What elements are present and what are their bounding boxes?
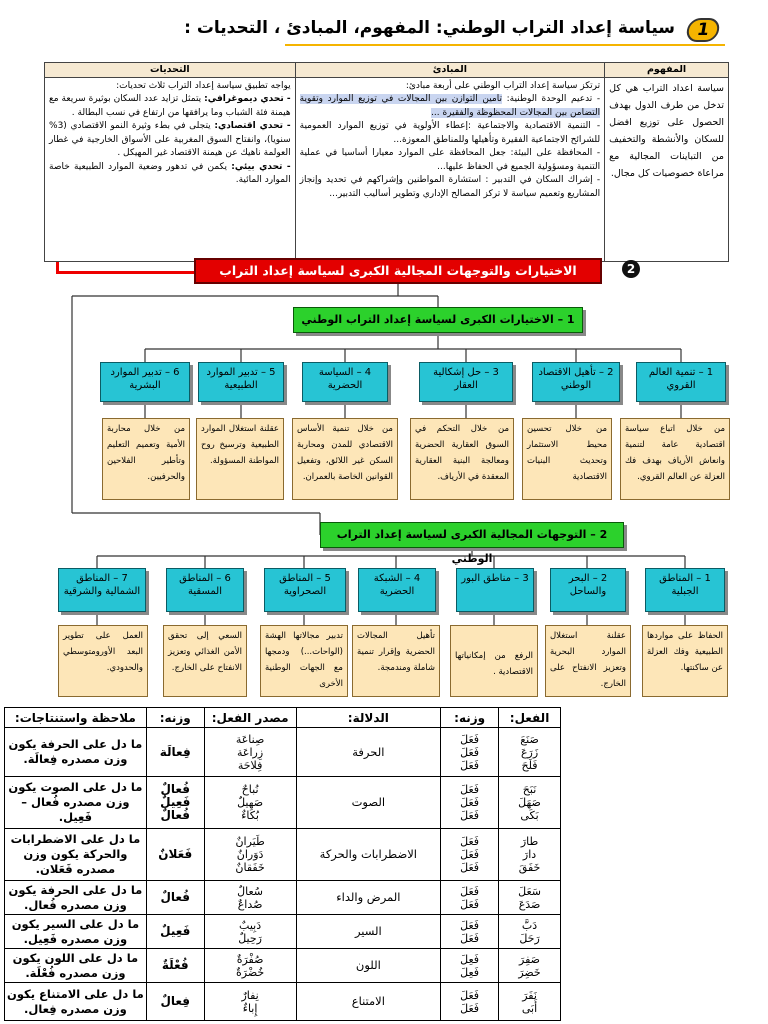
masdar-header-1: الفعل: — [499, 708, 561, 728]
masdar-cell-note: ما دل على الاضطرابات والحركة يكون وزن مصدره فَعَلان. — [5, 829, 147, 881]
masdar-cell-meaning: الصوت — [296, 777, 441, 829]
definitions-table — [44, 62, 729, 262]
choice-desc-5: عقلنة استغلال الموارد الطبيعية وترسيخ روح المواطنة المسؤولة. — [196, 418, 284, 500]
masdar-row — [5, 728, 561, 777]
principle-1-lead: - تدعيم الوحدة الوطنية: — [506, 94, 601, 104]
banner-connector-line — [56, 262, 196, 274]
principle-1-highlight: تامين التوازن بين المجالات في توزيع الموارد وتقوية التضامن بين المجالات المحظوظة والفقيرة ... — [299, 94, 601, 118]
masdar-header-6: ملاحظة واستنتاجات: — [5, 708, 147, 728]
section2-banner: الاختيارات والتوجهات المجالية الكبرى لسياسة إعداد التراب — [194, 258, 602, 284]
masdar-cell-meaning: الاضطرابات والحركة — [296, 829, 441, 881]
masdar-row — [5, 915, 561, 949]
masdar-header-5: وزنه: — [146, 708, 204, 728]
masdar-header-2: وزنه: — [441, 708, 499, 728]
choice-box-2: 2 – تأهيل الاقتصاد الوطني — [532, 362, 620, 402]
masdar-cell-weights: فَعِلَ فَعِلَ — [441, 949, 499, 983]
masdar-table-header — [5, 708, 561, 728]
challenge-2: يتجلى في بطء وثيرة النمو الاقتصادي (3% سنويا)، وانفتاح السوق المغربية على الأسواق الخارجية في غطار العولمة ناهيك عن هيمنة الاقتصاد غير المهيكل . — [49, 121, 291, 158]
orientation-box-5: 5 – المناطق الصحراوية — [264, 568, 346, 612]
masdar-cell-sources: دَبِيبٌ رَحِيلٌ — [204, 915, 296, 949]
choice-desc-1: من خلال اتباع سياسة اقتصادية عامة لتنمية وانعاش الأرياف بهدف فك العزلة عن العالم القروي. — [620, 418, 730, 500]
masdar-cell-verbs: صَفِرَ خَضِرَ — [499, 949, 561, 983]
masdar-cell-verbs: صَنَعَ زَرَعَ فَلَحَ — [499, 728, 561, 777]
masdar-row — [5, 777, 561, 829]
masdar-cell-weights: فَعَلَ فَعَلَ — [441, 915, 499, 949]
choice-box-4: 4 – السياسة الحضرية — [302, 362, 388, 402]
choice-box-6: 6 – تدبير الموارد البشرية — [100, 362, 190, 402]
principles-intro: ترتكز سياسة إعداد التراب الوطني على أربعة مبادئ: — [405, 80, 601, 91]
section1-number-badge: 1 — [685, 18, 721, 42]
masdar-cell-sources: صِناعَة زِراعَة فِلاحَة — [204, 728, 296, 777]
masdar-cell-meaning: الامتناع — [296, 983, 441, 1021]
choices-title-bar: 1 – الاختيارات الكبرى لسياسة إعداد التراب الوطني — [293, 307, 583, 333]
orientation-box-7: 7 – المناطق الشمالية والشرقية — [58, 568, 146, 612]
masdar-cell-verbs: نَبَحَ صَهَلَ بَكَى — [499, 777, 561, 829]
masdar-cell-note: ما دل على الصوت يكون وزن مصدره فُعال – فَعِيل. — [5, 777, 147, 829]
choice-desc-3: من خلال التحكم في السوق العقارية الحضرية ومعالجة البنية العقارية المعقدة في الأرياف. — [410, 418, 514, 500]
orientation-desc-6: السعي إلى تحقق الأمن الغذائي وتعزيز الانفتاح على الخارج. — [163, 625, 247, 697]
masdar-cell-note: ما دل على الامتناع يكون وزن مصدره فِعال. — [5, 983, 147, 1021]
challenges-cell — [45, 77, 296, 261]
masdar-cell-verbs: دَبَّ رَحَلَ — [499, 915, 561, 949]
choice-desc-6: من خلال محاربة الأمية وتعميم التعليم وتأطير الفلاحين والحرفيين. — [102, 418, 190, 500]
choice-box-3: 3 – حل إشكالية العقار — [419, 362, 513, 402]
masdar-cell-sources: سُعالٌ صُداعٌ — [204, 881, 296, 915]
challenges-intro: يواجه تطبيق سياسة إعداد التراب ثلاث تحديات: — [116, 80, 291, 91]
masdar-row — [5, 829, 561, 881]
concept-cell — [605, 77, 729, 261]
masdar-cell-meaning: الحرفة — [296, 728, 441, 777]
principle-2: - التنمية الاقتصادية والاجتماعية :إعطاء الأولوية في توزيع الموارد العمومية للشرائح الاجتماعية الفقيرة وتأهيلها وللمناطق المعوزة... — [299, 121, 601, 145]
masdar-cell-pattern: فُعْلَةٌ — [146, 949, 204, 983]
masdar-cell-sources: نُباحٌ صَهِيلٌ بُكاءٌ — [204, 777, 296, 829]
masdar-cell-sources: طَيَرانٌ دَوَرانٌ خَفَقانٌ — [204, 829, 296, 881]
masdar-cell-verbs: سَعَلَ صَدَعَ — [499, 881, 561, 915]
masdar-cell-meaning: المرض والداء — [296, 881, 441, 915]
orientation-box-2: 2 – البحر والساحل — [550, 568, 626, 612]
orientation-desc-2: عقلنة استغلال الموارد البحرية وتعزيز الانفتاح على الخارج. — [545, 625, 631, 697]
masdar-cell-weights: فَعَلَ فَعَلَ — [441, 881, 499, 915]
masdar-cell-meaning: السير — [296, 915, 441, 949]
choice-desc-4: من خلال تنمية الأساس الاقتصادي للمدن ومحاربة السكن غير اللائق، وتفعيل القوانين الخاصة بالعمران. — [292, 418, 398, 500]
masdar-cell-pattern: فُعالٌ فَعِيلٌ فُعالٌ — [146, 777, 204, 829]
masdar-cell-weights: فَعَلَ فَعَلَ — [441, 983, 499, 1021]
orientations-title-bar: 2 – التوجهات المجالية الكبرى لسياسة إعداد التراب الوطني — [320, 522, 624, 548]
masdar-cell-sources: نِفارٌ إِباءٌ — [204, 983, 296, 1021]
header-challenges: التحديات — [45, 63, 296, 78]
orientation-box-6: 6 – المناطق المسقية — [166, 568, 244, 612]
concept-text: سياسة اعداد التراب هي كل تدخل من طرف الدول بهدف الحصول على توزيع افضل للسكان والأنشطة والتخفيف من التباينات المجالية مع مراعاة خصوصيات كل مجال. — [609, 82, 724, 179]
orientation-desc-7: العمل على تطوير البعد الأورومتوسطي والحدودي. — [58, 625, 148, 697]
section1-title: سياسة إعداد التراب الوطني: المفهوم، المبادئ ، التحديات : — [184, 18, 675, 38]
masdar-table-body — [5, 728, 561, 1021]
masdar-cell-verbs: نَفَرَ أَبَى — [499, 983, 561, 1021]
challenge-3-lead: - تحدي بيئي: — [231, 161, 291, 172]
principles-cell — [295, 77, 605, 261]
masdar-header-4: مصدر الفعل: — [204, 708, 296, 728]
choice-box-1: 1 – تنمية العالم القروي — [636, 362, 726, 402]
challenge-1: يتمثل تزايد عدد السكان بوثيرة سريعة مع هيمنة فئة الشباب وما يرافقها من ارتفاع في نسب البطالة . — [49, 94, 291, 118]
header-principles: المبادئ — [295, 63, 605, 78]
choice-box-5: 5 – تدبير الموارد الطبيعية — [198, 362, 284, 402]
orientation-box-4: 4 – الشبكة الحضرية — [358, 568, 436, 612]
choice-desc-2: من خلال تحسين محيط الاستثمار وتحديث البنيات الاقتصادية — [522, 418, 612, 500]
section1-header — [184, 16, 725, 46]
orientation-desc-5: تدبير مجالاتها الهشة (الواحات...) ودمجها مع الجهات الوطنية الأخرى — [260, 625, 348, 697]
masdar-cell-note: ما دل على الحرفة يكون وزن مصدره فِعالَة. — [5, 728, 147, 777]
masdar-cell-pattern: فِعالَة — [146, 728, 204, 777]
principle-4: - إشراك السكان في التدبير : استشارة المواطنين وإشراكهم في تحديد وإنجاز المشاريع وتعميم سياسة لا تركز المصالح الإداري وتطوير أساليب التدبير... — [299, 175, 601, 199]
masdar-cell-note: ما دل على اللون يكون وزن مصدره فُعْلَة. — [5, 949, 147, 983]
challenge-1-lead: - تحدي ديموغرافي: — [204, 94, 291, 104]
masdar-row — [5, 949, 561, 983]
masdar-cell-weights: فَعَلَ فَعَلَ فَعَلَ — [441, 829, 499, 881]
masdar-row — [5, 983, 561, 1021]
masdar-cell-pattern: فَعَلانٌ — [146, 829, 204, 881]
orientation-desc-1: الحفاظ على مواردها الطبيعية وفك العزلة عن ساكنتها. — [642, 625, 728, 697]
header-concept: المفهوم — [605, 63, 729, 78]
orientation-desc-4: تأهيل المجالات الحضرية وإقرار تنمية شاملة ومندمجة. — [352, 625, 440, 697]
masdar-row — [5, 881, 561, 915]
challenge-3: يكمن في تدهور وضعية الموارد الطبيعية خاصة الموارد المائية. — [49, 161, 291, 185]
masdar-header-3: الدلالة: — [296, 708, 441, 728]
masdar-cell-meaning: اللون — [296, 949, 441, 983]
principle-3: - المحافظة على البيئة: جعل المحافظة على الموارد معيارا أساسيا في عملية التنمية ومسؤولية الجميع في الحفاظ عليها... — [299, 148, 601, 172]
orientation-box-1: 1 – المناطق الجبلية — [645, 568, 725, 612]
orientation-box-3: 3 – مناطق البور — [456, 568, 534, 612]
masdar-cell-note: ما دل على الحرفة يكون وزن مصدره فُعال. — [5, 881, 147, 915]
masdar-cell-pattern: فَعِيلٌ — [146, 915, 204, 949]
masdar-cell-verbs: طارَ دارَ خَفَقَ — [499, 829, 561, 881]
masdar-cell-pattern: فُعالٌ — [146, 881, 204, 915]
section2-number-badge: 2 — [622, 260, 640, 278]
masdar-cell-weights: فَعَلَ فَعَلَ فَعَلَ — [441, 728, 499, 777]
orientation-desc-3: الرفع من إمكانياتها الاقتصادية . — [450, 625, 538, 697]
masdar-table — [4, 707, 561, 1021]
masdar-cell-weights: فَعَلَ فَعَلَ فَعَلَ — [441, 777, 499, 829]
masdar-cell-sources: صُفْرَةٌ خُضْرَةٌ — [204, 949, 296, 983]
masdar-cell-pattern: فِعالٌ — [146, 983, 204, 1021]
masdar-cell-note: ما دل على السير يكون وزن مصدره فَعِيل. — [5, 915, 147, 949]
challenge-2-lead: - تحدي اقتصادي: — [214, 121, 291, 131]
